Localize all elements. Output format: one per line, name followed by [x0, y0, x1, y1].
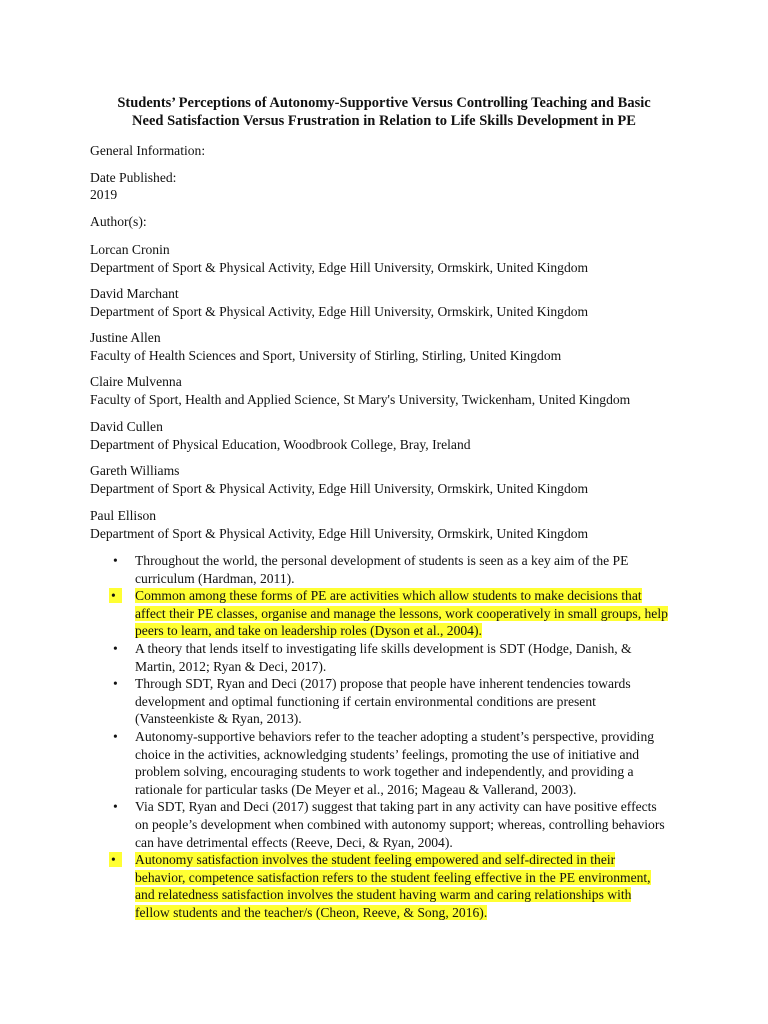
author-entry — [90, 373, 630, 408]
author-affiliation: Faculty of Health Sciences and Sport, University of Stirling, Stirling, United Kingdom — [90, 347, 562, 363]
title-line-2: Need Satisfaction Versus Frustration in Relation to Life Skills Development in PE — [132, 113, 636, 129]
bullet-text — [135, 798, 768, 851]
author-name: Claire Mulvenna — [90, 374, 182, 389]
bullet-text — [135, 552, 768, 587]
author-entry — [90, 462, 588, 497]
author-name: Lorcan Cronin — [90, 242, 170, 257]
author-entry — [90, 507, 588, 542]
document-title — [60, 94, 708, 130]
bullet-text — [135, 640, 768, 675]
bullet-text-line: problem solving, encouraging students to work together and independently, and providing a — [135, 764, 634, 780]
bullet-text-line: Autonomy-supportive behaviors refer to the teacher adopting a student’s perspective, providing — [135, 728, 655, 744]
bullet-text — [135, 851, 768, 921]
bullet-marker: • — [113, 799, 118, 815]
date-published-label: Date Published: — [90, 170, 177, 185]
bullet-text-line: fellow students and the teacher/s (Cheon, Reeve, & Song, 2016). — [135, 904, 488, 920]
bullet-text-line: Through SDT, Ryan and Deci (2017) propose that people have inherent tendencies towards — [135, 676, 631, 692]
highlighted-bullet-item — [0, 587, 768, 640]
author-affiliation: Department of Sport & Physical Activity, Edge Hill University, Ormskirk, United Kingdom — [90, 303, 589, 319]
date-published-value: 2019 — [90, 187, 118, 202]
bullet-text-line: (Vansteenkiste & Ryan, 2013). — [135, 711, 302, 727]
title-line-1: Students’ Perceptions of Autonomy-Supportive Versus Controlling Teaching and Basic — [117, 95, 651, 111]
author-name: Gareth Williams — [90, 463, 180, 478]
bullet-item — [0, 675, 768, 728]
bullet-text-line: choice in the activities, acknowledging students’ feelings, promoting the use of initiative and — [135, 746, 640, 762]
author-entry — [90, 285, 588, 320]
bullet-item — [0, 640, 768, 675]
highlighted-bullet-item — [0, 851, 768, 921]
bullet-text-line: Throughout the world, the personal development of students is seen as a key aim of the PE — [135, 553, 629, 568]
author-entry — [90, 241, 588, 276]
bullet-text — [135, 728, 768, 798]
summary-bullet-list — [0, 552, 768, 921]
bullet-text-line: can have detrimental effects (Reeve, Deci, & Ryan, 2004). — [135, 834, 453, 850]
bullet-item — [0, 552, 768, 587]
bullet-text-line: on people’s development when combined with autonomy support; whereas, controlling behaviors — [135, 816, 665, 832]
bullet-text-line: A theory that lends itself to investigating life skills development is SDT (Hodge, Danish, & — [135, 640, 632, 656]
bullet-marker: • — [113, 676, 118, 692]
author-affiliation: Department of Sport & Physical Activity, Edge Hill University, Ormskirk, United Kingdom — [90, 259, 589, 275]
bullet-text-line: behavior, competence satisfaction refers to the student feeling effective in the PE environment, — [135, 869, 651, 885]
bullet-text-line: development and optimal functioning if certain environmental conditions are present — [135, 693, 596, 709]
bullet-marker: • — [113, 553, 118, 568]
bullet-text-line: rationale for particular tasks (De Meyer et al., 2016; Mageau & Vallerand, 2003). — [135, 781, 577, 797]
bullet-text-line: Common among these forms of PE are activities which allow students to make decisions that — [135, 588, 642, 604]
author-affiliation: Department of Sport & Physical Activity, Edge Hill University, Ormskirk, United Kingdom — [90, 525, 589, 541]
bullet-text-line: affect their PE classes, organise and manage the lessons, work cooperatively in small groups, help — [135, 605, 668, 621]
bullet-item — [0, 728, 768, 798]
author-affiliation: Faculty of Sport, Health and Applied Science, St Mary's University, Twickenham, United Kingdom — [90, 391, 631, 407]
author-name: David Cullen — [90, 419, 163, 434]
author-affiliation: Department of Physical Education, Woodbrook College, Bray, Ireland — [90, 436, 471, 452]
bullet-text-line: peers to learn, and take on leadership roles (Dyson et al., 2004). — [135, 623, 482, 639]
bullet-text-line: curriculum (Hardman, 2011). — [135, 570, 295, 586]
bullet-text-line: and relatedness satisfaction involves the student having warm and caring relationships with — [135, 887, 632, 903]
bullet-marker: • — [113, 587, 127, 605]
bullet-marker: • — [113, 640, 118, 656]
author-name: Paul Ellison — [90, 508, 157, 523]
bullet-text — [135, 675, 768, 728]
general-information-label: General Information: — [90, 143, 206, 158]
author-name: David Marchant — [90, 286, 179, 301]
authors-label: Author(s): — [90, 214, 147, 229]
bullet-item — [0, 798, 768, 851]
bullet-marker: • — [113, 728, 118, 744]
author-affiliation: Department of Sport & Physical Activity, Edge Hill University, Ormskirk, United Kingdom — [90, 480, 589, 496]
author-entry — [90, 418, 471, 453]
bullet-text-line: Martin, 2012; Ryan & Deci, 2017). — [135, 658, 327, 674]
bullet-marker: • — [113, 851, 127, 869]
bullet-text — [135, 587, 768, 640]
bullet-text-line: Autonomy satisfaction involves the student feeling empowered and self-directed in their — [135, 852, 616, 868]
author-name: Justine Allen — [90, 330, 161, 345]
author-entry — [90, 329, 561, 364]
bullet-text-line: Via SDT, Ryan and Deci (2017) suggest that taking part in any activity can have positive effects — [135, 799, 657, 815]
